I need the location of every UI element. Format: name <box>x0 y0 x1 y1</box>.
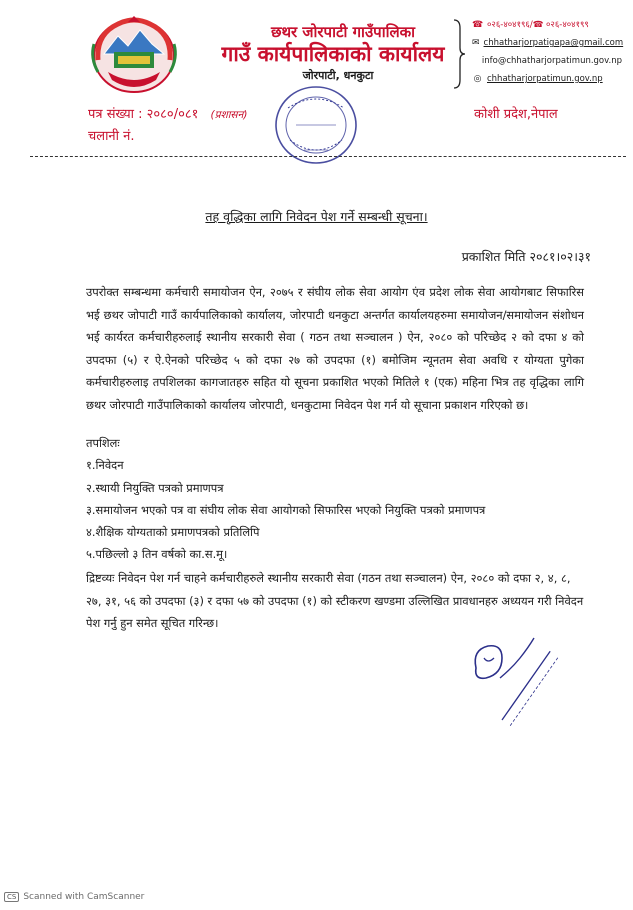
list-item: ५.पछिल्लो ३ तिन वर्षको का.स.मू। <box>86 547 228 562</box>
email-icon: ✉ <box>472 38 480 48</box>
notice-body <box>86 281 584 416</box>
website-row <box>472 70 622 88</box>
list-item: ४.शैक्षिक योग्यताको प्रमाणपत्रको प्रतिलिपि <box>86 525 260 540</box>
signature <box>462 628 572 728</box>
contact-block <box>472 16 622 88</box>
website-link[interactable]: chhatharjorpatimun.gov.np <box>487 74 603 84</box>
office-address: जोरपाटी, धनकुटा <box>302 69 374 82</box>
list-heading: तपशिलः <box>86 436 120 450</box>
phone-number: ०२६-४०४१९६/☎ ०२६-४०४१९९ <box>487 20 589 30</box>
phone-row <box>472 16 622 34</box>
list-item: १.निवेदन <box>86 458 124 473</box>
office-name: गाउँ कार्यपालिकाको कार्यालय <box>221 42 445 66</box>
province-label: कोशी प्रदेश,नेपाल <box>474 107 558 122</box>
requirements-list <box>86 432 596 566</box>
email-row <box>472 34 622 52</box>
info-email-row <box>472 52 622 70</box>
ref-value: २०८०/०८१ <box>146 107 199 122</box>
email-address[interactable]: chhatharjorpatigapa@gmail.com <box>483 38 624 48</box>
office-stamp-seal <box>268 78 364 172</box>
municipality-name: छथर जोरपाटी गाउँपालिका <box>270 23 416 41</box>
nepal-emblem-icon <box>88 14 180 96</box>
published-date: प्रकाशित मिति २०८१।०२।३१ <box>461 249 591 264</box>
ref-label: पत्र संख्या : <box>88 107 143 122</box>
notice-subject: तह वृद्धिका लागि निवेदन पेश गर्ने सम्बन्धी सूचना। <box>205 209 428 224</box>
body-paragraph: उपरोक्त सम्बन्धमा कर्मचारी समायोजन ऐन, २०७५ र संघीय लोक सेवा आयोग एंव प्रदेश लोक सेवा आयोगबाट सिफारिस भई छथर जोपाटी गाउँ कार्यपालिकाको कार्यालय, जोरपाटी धनकुटा अन्तर्गत कार्यालयहरुमा समायोजन/समायोजन संशोधन भई कार्यरत कर्मचारीहरुलाई स्थानीय सरकारी सेवा ( गठन तथा सञ्चालन ) ऐन, २०८० को परिच्छेद २ को दफा ४ को उपदफा (५) र ऐ.ऐनको परिच्छेद ५ को दफा २७ को उपदफा (१) बमोजिम न्यूनतम सेवा अवधि र योग्यता पुगेका कर्मचारीहरुलाइ तपशिलका कागजातहरु सहित यो सूचना प्रकाशित भएको मितिले १ (एक) महिना भित्र तह वृद्धिका लागि छथर जोरपाटी गाउँपालिकाको कार्यालय जोरपाटी, धनकुटामा निवेदन पेश गर्न यो सूचाना प्रकाशन गरिएको छ। <box>86 285 584 412</box>
reference-number <box>88 104 247 122</box>
camscanner-badge: CS <box>4 892 19 902</box>
list-item: ३.समायोजन भएको पत्र वा संघीय लोक सेवा आयोगको सिफारिस भएको नियुक्ति पत्रको प्रमाणपत्र <box>86 502 486 517</box>
scanner-text: Scanned with CamScanner <box>23 892 145 902</box>
info-email-address[interactable]: info@chhatharjorpatimun.gov.np <box>481 56 622 66</box>
notice-note: द्रिष्टव्यः निवेदन पेश गर्न चाहने कर्मचारीहरुले स्थानीय सरकारी सेवा (गठन तथा सञ्चालन) ऐन, २०८० को दफा २, ४, ८, २७, ३१, ५६ को उपदफा (३) र दफा ५७ को उपदफा (१) को स्टीकरण खण्डमा उल्लिखित प्रावधानहरु अध्ययन गरी निवेदन पेश गर्नु हुन समेत सूचित गरिन्छ। <box>86 571 584 630</box>
globe-icon: ◎ <box>473 74 482 84</box>
phone-icon: ☎ <box>472 20 484 30</box>
header-divider <box>30 156 626 157</box>
brace-divider <box>452 18 466 90</box>
ref-section: (प्रशासन) <box>210 109 248 121</box>
chalani-number: चलानी नं. <box>88 129 135 144</box>
scanner-watermark <box>4 892 144 902</box>
list-item: २.स्थायी नियुक्ति पत्रको प्रमाणपत्र <box>86 480 224 495</box>
